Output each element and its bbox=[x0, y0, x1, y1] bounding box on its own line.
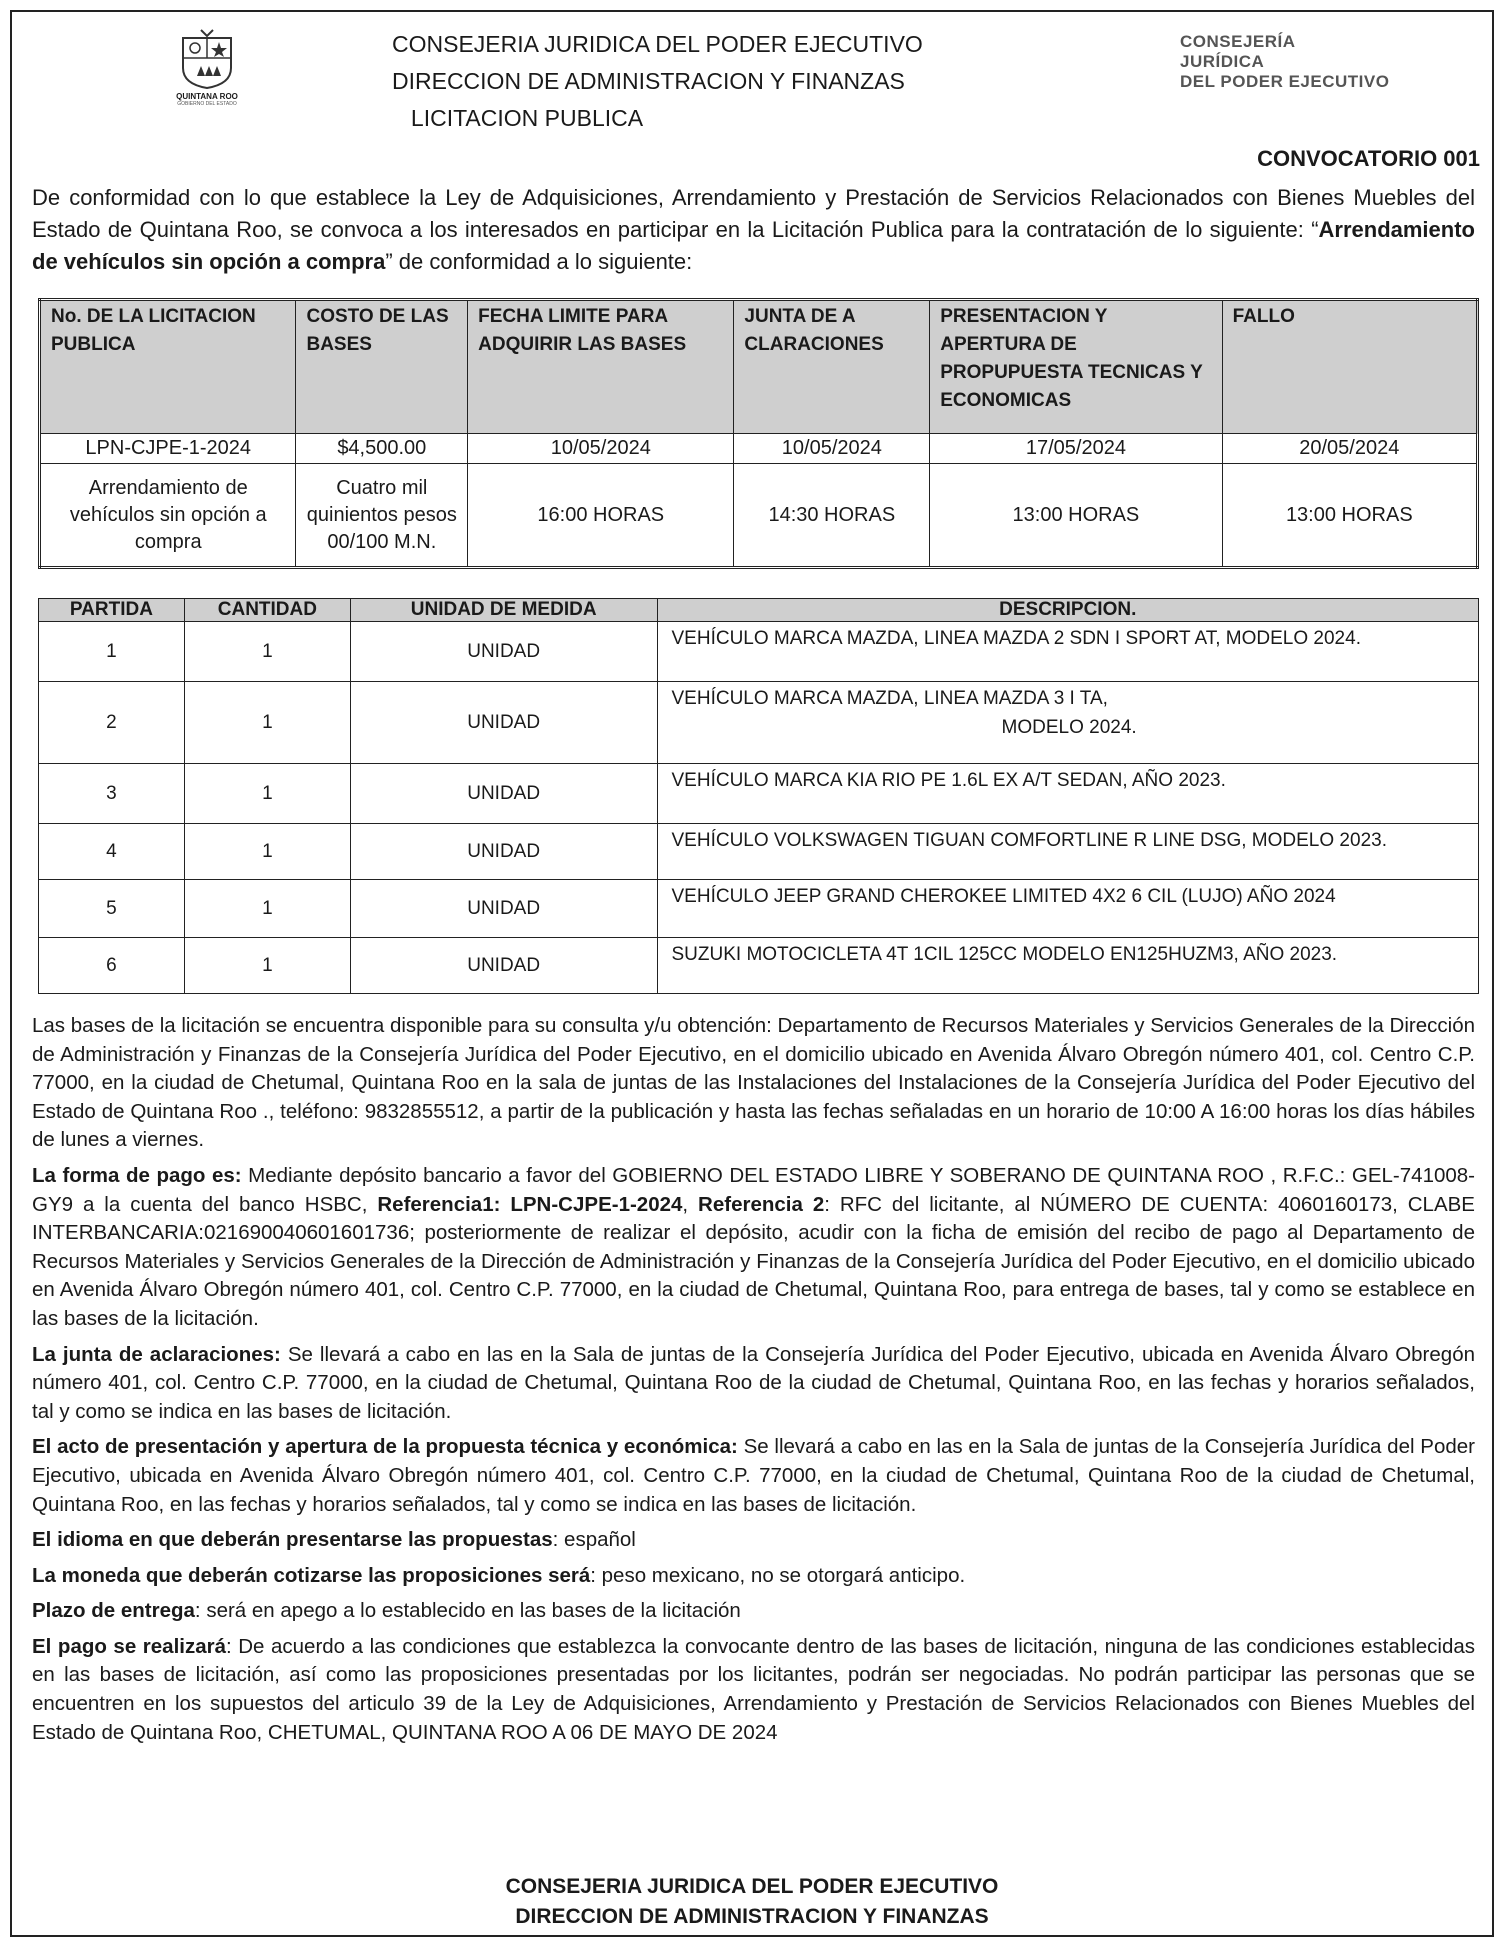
unidad-cell: UNIDAD bbox=[350, 880, 657, 938]
table-row bbox=[39, 682, 1479, 764]
schedule-table bbox=[38, 298, 1479, 569]
consejeria-wordmark bbox=[1180, 32, 1389, 92]
plazo-label: Plazo de entrega bbox=[32, 1599, 195, 1623]
schedule-cell: 14:30 HORAS bbox=[734, 464, 930, 568]
descripcion-cell: VEHÍCULO JEEP GRAND CHEROKEE LIMITED 4X2 6 CIL (LUJO) AÑO 2024 bbox=[657, 880, 1479, 938]
schedule-cell: LPN-CJPE-1-2024 bbox=[40, 434, 296, 464]
logo-subtext: GOBIERNO DEL ESTADO bbox=[177, 101, 237, 107]
header-title bbox=[392, 26, 923, 137]
schedule-cell: Cuatro mil quinientos pesos 00/100 M.N. bbox=[296, 464, 468, 568]
moneda-text: : peso mexicano, no se otorgará anticipo. bbox=[590, 1563, 966, 1587]
idioma-paragraph bbox=[32, 1526, 1475, 1555]
bases-paragraph: Las bases de la licitación se encuentra disponible para su consulta y/u obtención: Departamento de Recursos Materiales y Servicios Generales de la Dirección de Administración y Finanzas de la Consejería Jurídica del Poder Ejecutivo, en el domicilio ubicado en Avenida Álvaro Obregón número 401, col. Centro C.P. 77000, en la ciudad de Chetumal, Quintana Roo en la sala de juntas de las Instalaciones del Instalaciones de la Consejería Jurídica del Poder Ejecutivo del Estado de Quintana Roo ., teléfono: 9832855512, a partir de la publicación y hasta las fechas señaladas en un horario de 10:00 A 16:00 horas los días hábiles de lunes a viernes. bbox=[32, 1014, 1475, 1152]
header-title-line: DIRECCION DE ADMINISTRACION Y FINANZAS bbox=[392, 68, 905, 94]
wordmark-line: CONSEJERÍA bbox=[1180, 32, 1296, 51]
coat-of-arms-icon bbox=[179, 28, 235, 90]
schedule-dates-row bbox=[40, 434, 1478, 464]
intro-paragraph bbox=[32, 182, 1475, 278]
state-logo bbox=[162, 28, 252, 132]
pago-ref1: Referencia1: LPN-CJPE-1-2024 bbox=[377, 1192, 683, 1216]
schedule-cell: 16:00 HORAS bbox=[468, 464, 734, 568]
idioma-text: : español bbox=[552, 1528, 636, 1552]
pago-text: , bbox=[682, 1192, 699, 1216]
schedule-header-row bbox=[40, 300, 1478, 434]
footer bbox=[12, 1872, 1492, 1932]
acto-text: Se llevará a cabo en las en la Sala de juntas de la Consejería Jurídica del Poder Ejecutivo, ubicada en Avenida Álvaro Obregón número 401, col. Centro C.P. 77000, en la ciudad de Chetumal, Quintana Roo de la ciudad de Chetumal, Quintana Roo, en las fechas y horarios señalados, tal y como se indica en las bases de licitación. bbox=[32, 1435, 1475, 1516]
schedule-header-cell: No. DE LA LICITACION PUBLICA bbox=[40, 300, 296, 434]
moneda-paragraph bbox=[32, 1562, 1475, 1591]
intro-text: De conformidad con lo que establece la Ley de Adquisiciones, Arrendamiento y Prestación de Servicios Relacionados con Bienes Muebles del Estado de Quintana Roo, se convoca a los interesados en participar en la Licitación Publica para la contratación de lo siguiente: “ bbox=[32, 185, 1475, 242]
table-row bbox=[39, 824, 1479, 880]
schedule-cell: $4,500.00 bbox=[296, 434, 468, 464]
unidad-cell: UNIDAD bbox=[350, 938, 657, 994]
schedule-header-cell: PRESENTACION Y APERTURA DE PROPUPUESTA TECNICAS Y ECONOMICAS bbox=[930, 300, 1222, 434]
moneda-label: La moneda que deberán cotizarse las proposiciones será bbox=[32, 1563, 591, 1587]
partida-cell: 4 bbox=[39, 824, 185, 880]
idioma-label: El idioma en que deberán presentarse las propuestas bbox=[32, 1528, 553, 1552]
pago-text: Mediante depósito bancario a favor del GOBIERNO DEL ESTADO LIBRE Y SOBERANO DE QUINTANA ROO , R.F.C.: GEL-741008-GY9 a la cuenta del banco HSBC, bbox=[32, 1163, 1475, 1216]
partida-cell: 2 bbox=[39, 682, 185, 764]
acto-label: El acto de presentación y apertura de la propuesta técnica y económica: bbox=[32, 1435, 738, 1459]
header bbox=[12, 12, 1492, 131]
cantidad-cell: 1 bbox=[184, 622, 350, 682]
intro-subject: Arrendamiento de vehículos sin opción a compra bbox=[32, 217, 1475, 274]
header-title-line: CONSEJERIA JURIDICA DEL PODER EJECUTIVO bbox=[392, 31, 923, 57]
pago-ref2: Referencia 2 bbox=[698, 1192, 825, 1216]
body-text bbox=[32, 1012, 1475, 1754]
table-row bbox=[39, 880, 1479, 938]
pago-realizara-label: El pago se realizará bbox=[32, 1634, 226, 1658]
schedule-cell: 10/05/2024 bbox=[468, 434, 734, 464]
logo-text: QUINTANA ROO bbox=[176, 92, 238, 101]
schedule-cell: Arrendamiento de vehículos sin opción a compra bbox=[40, 464, 296, 568]
footer-line: DIRECCION DE ADMINISTRACION Y FINANZAS bbox=[515, 1905, 989, 1928]
junta-paragraph bbox=[32, 1341, 1475, 1427]
cantidad-cell: 1 bbox=[184, 764, 350, 824]
pago-label: La forma de pago es: bbox=[32, 1163, 242, 1187]
intro-text-end: ” de conformidad a lo siguiente: bbox=[385, 249, 693, 274]
unidad-cell: UNIDAD bbox=[350, 622, 657, 682]
partida-cell: 1 bbox=[39, 622, 185, 682]
acto-paragraph bbox=[32, 1433, 1475, 1519]
plazo-paragraph bbox=[32, 1597, 1475, 1626]
partida-cell: 5 bbox=[39, 880, 185, 938]
descripcion-cell: VEHÍCULO VOLKSWAGEN TIGUAN COMFORTLINE R LINE DSG, MODELO 2023. bbox=[657, 824, 1479, 880]
schedule-header-cell: JUNTA DE A CLARACIONES bbox=[734, 300, 930, 434]
pago-paragraph bbox=[32, 1162, 1475, 1334]
pago-realizara-paragraph bbox=[32, 1633, 1475, 1747]
wordmark-line: JURÍDICA bbox=[1180, 52, 1265, 71]
schedule-cell: 20/05/2024 bbox=[1222, 434, 1477, 464]
schedule-cell: 13:00 HORAS bbox=[1222, 464, 1477, 568]
schedule-cell: 10/05/2024 bbox=[734, 434, 930, 464]
items-table bbox=[38, 598, 1479, 994]
junta-label: La junta de aclaraciones: bbox=[32, 1342, 281, 1366]
cantidad-cell: 1 bbox=[184, 880, 350, 938]
schedule-cell: 17/05/2024 bbox=[930, 434, 1222, 464]
footer-line: CONSEJERIA JURIDICA DEL PODER EJECUTIVO bbox=[505, 1875, 999, 1898]
schedule-header-cell: COSTO DE LAS BASES bbox=[296, 300, 468, 434]
header-title-line: LICITACION PUBLICA bbox=[410, 105, 644, 131]
pago-text: : RFC del licitante, al NÚMERO DE CUENTA: 4060160173, CLABE INTERBANCARIA:021690040601601736; posteriormente de realizar el depósito, acudir con la ficha de emisión del recibo de pago al Departamento de Recursos Materiales y Servicios Generales de la Dirección de Administración y Finanzas de la Consejería Jurídica del Poder Ejecutivo, en el domicilio ubicado en Avenida Álvaro Obregón número 401, col. Centro C.P. 77000, en la ciudad de Chetumal, Quintana Roo, para entrega de bases, tal y como se establece en las bases de la licitación. bbox=[32, 1192, 1475, 1330]
descripcion-cell: VEHÍCULO MARCA KIA RIO PE 1.6L EX A/T SEDAN, AÑO 2023. bbox=[657, 764, 1479, 824]
table-row bbox=[39, 622, 1479, 682]
cantidad-cell: 1 bbox=[184, 682, 350, 764]
document-page bbox=[10, 10, 1494, 1937]
schedule-header-cell: FECHA LIMITE PARA ADQUIRIR LAS BASES bbox=[468, 300, 734, 434]
partida-cell: 3 bbox=[39, 764, 185, 824]
table-row bbox=[39, 764, 1479, 824]
items-header-cell: DESCRIPCION. bbox=[657, 599, 1479, 622]
descripcion-cell: SUZUKI MOTOCICLETA 4T 1CIL 125CC MODELO EN125HUZM3, AÑO 2023. bbox=[657, 938, 1479, 994]
descripcion-line: VEHÍCULO MARCA MAZDA, LINEA MAZDA 3 I TA, bbox=[671, 688, 1108, 709]
cantidad-cell: 1 bbox=[184, 938, 350, 994]
descripcion-cell bbox=[657, 682, 1479, 764]
pago-realizara-text: : De acuerdo a las condiciones que establezca la convocante dentro de las bases de licitación, ninguna de las condiciones establecidas en las bases de licitación, así como las proposiciones presentadas por los licitantes, podrán ser negociadas. No podrán participar las personas que se encuentren en los supuestos del articulo 39 de la Ley de Adquisiciones, Arrendamiento y Prestación de Servicios Relacionados con Bienes Muebles del Estado de Quintana Roo, CHETUMAL, QUINTANA ROO A 06 DE MAYO DE 2024 bbox=[32, 1634, 1475, 1744]
unidad-cell: UNIDAD bbox=[350, 824, 657, 880]
descripcion-line: MODELO 2024. bbox=[1001, 717, 1137, 738]
descripcion-cell: VEHÍCULO MARCA MAZDA, LINEA MAZDA 2 SDN I SPORT AT, MODELO 2024. bbox=[657, 622, 1479, 682]
items-header-cell: PARTIDA bbox=[39, 599, 185, 622]
items-header-row bbox=[39, 599, 1479, 622]
partida-cell: 6 bbox=[39, 938, 185, 994]
unidad-cell: UNIDAD bbox=[350, 682, 657, 764]
convocatorio-number: CONVOCATORIO 001 bbox=[1257, 146, 1480, 171]
unidad-cell: UNIDAD bbox=[350, 764, 657, 824]
items-header-cell: CANTIDAD bbox=[184, 599, 350, 622]
junta-text: Se llevará a cabo en las en la Sala de juntas de la Consejería Jurídica del Poder Ejecutivo, ubicada en Avenida Álvaro Obregón número 401, col. Centro C.P. 77000, en la ciudad de Chetumal, Quintana Roo de la ciudad de Chetumal, Quintana Roo, en las fechas y horarios señalados, tal y como se indica en las bases de licitación. bbox=[32, 1342, 1475, 1423]
schedule-cell: 13:00 HORAS bbox=[930, 464, 1222, 568]
table-row bbox=[39, 938, 1479, 994]
schedule-header-cell: FALLO bbox=[1222, 300, 1477, 434]
schedule-times-row bbox=[40, 464, 1478, 568]
plazo-text: : será en apego a lo establecido en las bases de la licitación bbox=[194, 1599, 741, 1623]
items-header-cell: UNIDAD DE MEDIDA bbox=[350, 599, 657, 622]
cantidad-cell: 1 bbox=[184, 824, 350, 880]
wordmark-line: DEL PODER EJECUTIVO bbox=[1180, 72, 1390, 91]
